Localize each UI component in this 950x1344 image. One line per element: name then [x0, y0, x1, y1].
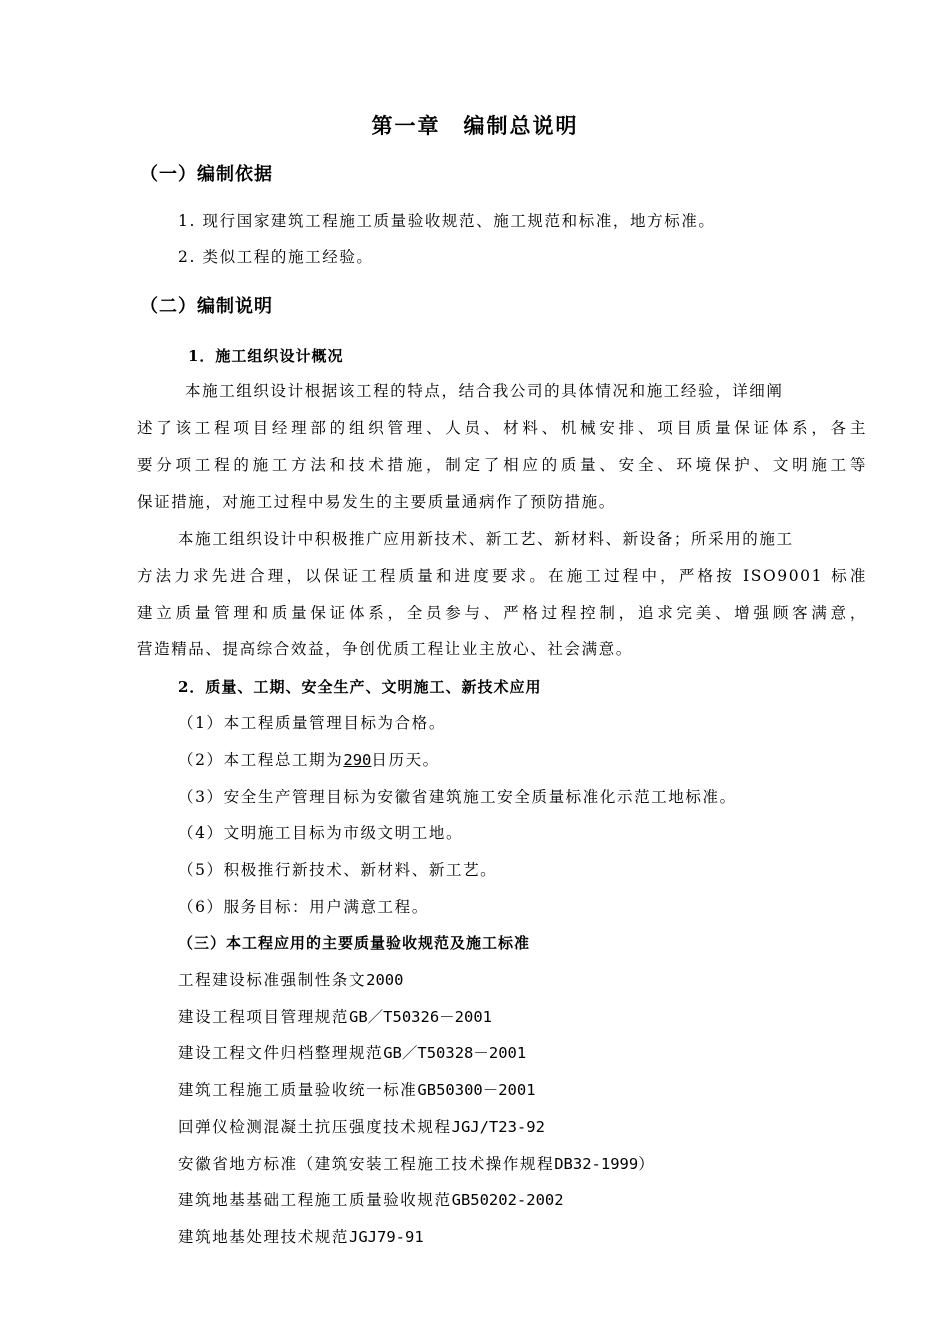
standard-name: 建设工程项目管理规范 [178, 1008, 350, 1026]
page-title: 第一章 编制总说明 [371, 113, 579, 138]
list-item: （3）安全生产管理目标为安徽省建筑施工安全质量标准化示范工地标准。 [178, 788, 737, 806]
paragraph-line: 方法力求先进合理，以保证工程质量和进度要求。在施工过程中，严格按 ISO9001 标准 [137, 567, 867, 585]
paragraph-line: 营造精品、提高综合效益，争创优质工程让业主放心、社会满意。 [137, 640, 633, 658]
standard-item [178, 1005, 492, 1027]
standard-code: GB50300－2001 [417, 1081, 536, 1099]
section-heading-standards: （三）本工程应用的主要质量验收规范及施工标准 [178, 934, 531, 952]
list-item: （4）文明施工目标为市级文明工地。 [178, 824, 464, 842]
standard-name: 建筑工程施工质量验收统一标准 [178, 1081, 418, 1099]
standard-code: JGJ79-91 [349, 1228, 424, 1246]
standard-name: 安徽省地方标准（建筑安装工程施工技术操作规程 [178, 1155, 555, 1173]
section-heading-basis: （一）编制依据 [140, 164, 273, 185]
standard-name: 建设工程文件归档整理规范 [178, 1044, 384, 1062]
paragraph-line: 保证措施，对施工过程中易发生的主要质量通病作了预防措施。 [137, 493, 616, 511]
duration-prefix: （2）本工程总工期为 [178, 751, 344, 769]
list-item: （1）本工程质量管理目标为合格。 [178, 714, 446, 732]
standard-item [178, 1078, 536, 1100]
standard-name: 回弹仪检测混凝土抗压强度技术规程 [178, 1118, 452, 1136]
standard-item [178, 1041, 526, 1063]
standard-name: 建筑地基基础工程施工质量验收规范 [178, 1191, 452, 1209]
duration-suffix: 日历天。 [371, 751, 440, 769]
list-item: 1. 现行国家建筑工程施工质量验收规范、施工规范和标准，地方标准。 [178, 212, 716, 230]
paragraph-line: 述了该工程项目经理部的组织管理、人员、材料、机械安排、项目质量保证体系，各主 [137, 419, 867, 437]
standard-item [178, 1152, 654, 1174]
standard-item [178, 968, 403, 990]
subsection-heading-overview: 1．施工组织设计概况 [188, 347, 344, 365]
standard-code: 2000 [366, 971, 404, 989]
list-item [178, 748, 440, 770]
paragraph-line: 建立质量管理和质量保证体系，全员参与、严格过程控制，追求完美、增强顾客满意， [137, 604, 867, 622]
standard-name: 工程建设标准强制性条文 [178, 971, 367, 989]
standard-item [178, 1115, 545, 1137]
paragraph-line: 本施工组织设计中积极推广应用新技术、新工艺、新材料、新设备；所采用的施工 [178, 530, 794, 548]
list-item: 2. 类似工程的施工经验。 [178, 248, 374, 266]
section-heading-description: （二）编制说明 [140, 296, 273, 317]
paragraph-line: 本施工组织设计根据该工程的特点，结合我公司的具体情况和施工经验，详细阐 [185, 382, 784, 400]
standard-code: GB／T50328－2001 [383, 1044, 527, 1062]
duration-value: 290 [343, 751, 372, 769]
standard-code: GB50202-2002 [451, 1191, 564, 1209]
standard-code: DB32-1999） [554, 1155, 654, 1173]
standard-item [178, 1188, 564, 1210]
paragraph-line: 要分项工程的施工方法和技术措施，制定了相应的质量、安全、环境保护、文明施工等 [137, 456, 867, 474]
subsection-heading-goals: 2．质量、工期、安全生产、文明施工、新技术应用 [178, 678, 542, 696]
list-item: （6）服务目标：用户满意工程。 [178, 898, 429, 916]
standard-code: GB／T50326－2001 [349, 1008, 492, 1026]
standard-name: 建筑地基处理技术规范 [178, 1228, 350, 1246]
standard-code: JGJ/T23-92 [451, 1118, 545, 1136]
list-item: （5）积极推行新技术、新材料、新工艺。 [178, 861, 498, 879]
standard-item [178, 1225, 424, 1247]
